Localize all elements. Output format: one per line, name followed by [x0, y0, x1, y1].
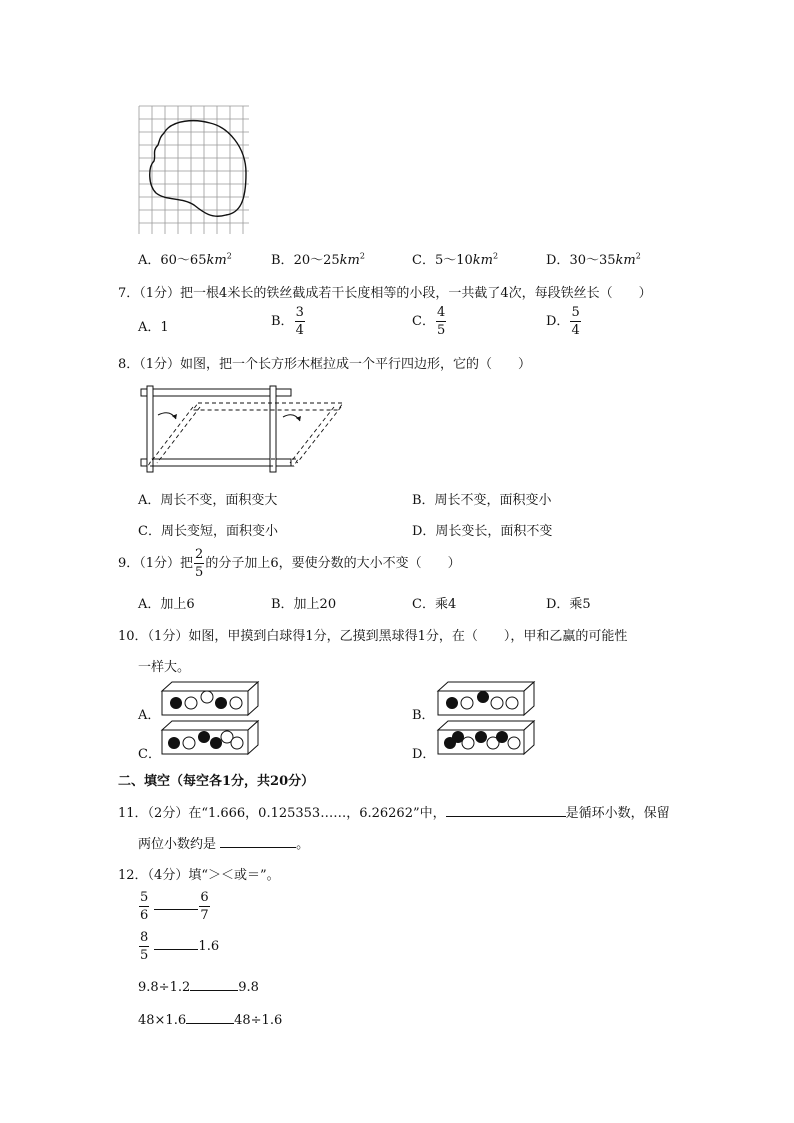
q7-option-a[interactable]: A．1 — [138, 320, 169, 335]
q8-option-a[interactable]: A．周长不变，面积变大 — [138, 493, 278, 508]
q12-blank-4[interactable] — [186, 1011, 234, 1024]
q11-blank-2[interactable] — [220, 835, 296, 848]
q10-question-line2: 一样大。 — [138, 660, 191, 675]
q7-option-c[interactable]: C． $\frac{4}{5}$ — [412, 305, 446, 338]
q6-option-a[interactable]: A．$60\sim 65km^2$ — [138, 251, 232, 268]
q11-question-line1: 11．（2分）在“1.666，0.125353……，6.26262”中， 是循环小数，保留 — [118, 806, 670, 821]
q9-option-d[interactable]: D．乘5 — [546, 597, 591, 612]
q8-option-b[interactable]: B．周长不变，面积变小 — [412, 493, 552, 508]
q9-option-b[interactable]: B．加上20 — [271, 597, 337, 612]
section-2-heading: 二、填空（每空各1分，共20分） — [118, 774, 315, 789]
q10-option-c-label[interactable]: C． — [138, 747, 161, 762]
q7-option-d[interactable]: D． $\frac{5}{4}$ — [546, 305, 580, 338]
q8-question: 8．（1分）如图，把一个长方形木框拉成一个平行四边形，它的（ ） — [118, 357, 532, 372]
q12-question: 12．（4分）填“＞＜或＝”。 — [118, 868, 280, 883]
q12-row-1: $\frac{5}{6}$ $\frac{6}{7}$ — [140, 890, 209, 923]
ball-box-a — [160, 681, 264, 717]
q12-row-4: 48×1.6 48÷1.6 — [138, 1013, 283, 1028]
q12-blank-1[interactable] — [154, 897, 198, 910]
q12-row-2: $\frac{8}{5}$ 1.6 — [140, 930, 220, 963]
q12-row-3: 9.8÷1.2 9.8 — [138, 980, 259, 995]
q10-option-a-label[interactable]: A． — [138, 708, 161, 723]
q6-option-c[interactable]: C．$5\sim 10km^2$ — [412, 251, 499, 268]
q10-option-d-label[interactable]: D． — [412, 747, 436, 762]
q6-option-d[interactable]: D．$30\sim 35km^2$ — [546, 251, 641, 268]
q8-option-d[interactable]: D．周长变长，面积不变 — [412, 524, 553, 539]
q12-blank-3[interactable] — [190, 978, 238, 991]
q9-question: 9．（1分）把 $\frac{2}{5}$ 的分子加上6，要使分数的大小不变（ ） — [118, 547, 461, 580]
q10-question-line1: 10．（1分）如图，甲摸到白球得1分，乙摸到黑球得1分，在（ ），甲和乙赢的可能性 — [118, 629, 628, 644]
q9-option-a[interactable]: A．加上6 — [138, 597, 195, 612]
q12-blank-2[interactable] — [154, 937, 198, 950]
ball-box-d — [436, 720, 540, 756]
q8-option-c[interactable]: C．周长变短，面积变小 — [138, 524, 278, 539]
q6-option-b[interactable]: B．$20\sim 25km^2$ — [271, 251, 365, 268]
q7-option-b[interactable]: B． $\frac{3}{4}$ — [271, 305, 304, 338]
q10-option-b-label[interactable]: B． — [412, 708, 435, 723]
q7-question: 7．（1分）把一根4米长的铁丝截成若干长度相等的小段，一共截了4次，每段铁丝长（ ） — [118, 286, 652, 301]
rectangle-frame-figure — [138, 385, 348, 475]
q11-question-line2: 两位小数约是 。 — [138, 837, 310, 852]
ball-box-b — [436, 681, 540, 717]
q9-option-c[interactable]: C．乘4 — [412, 597, 457, 612]
q11-blank-1[interactable] — [446, 804, 566, 817]
grid-map-figure — [138, 105, 250, 235]
ball-box-c — [160, 720, 264, 756]
